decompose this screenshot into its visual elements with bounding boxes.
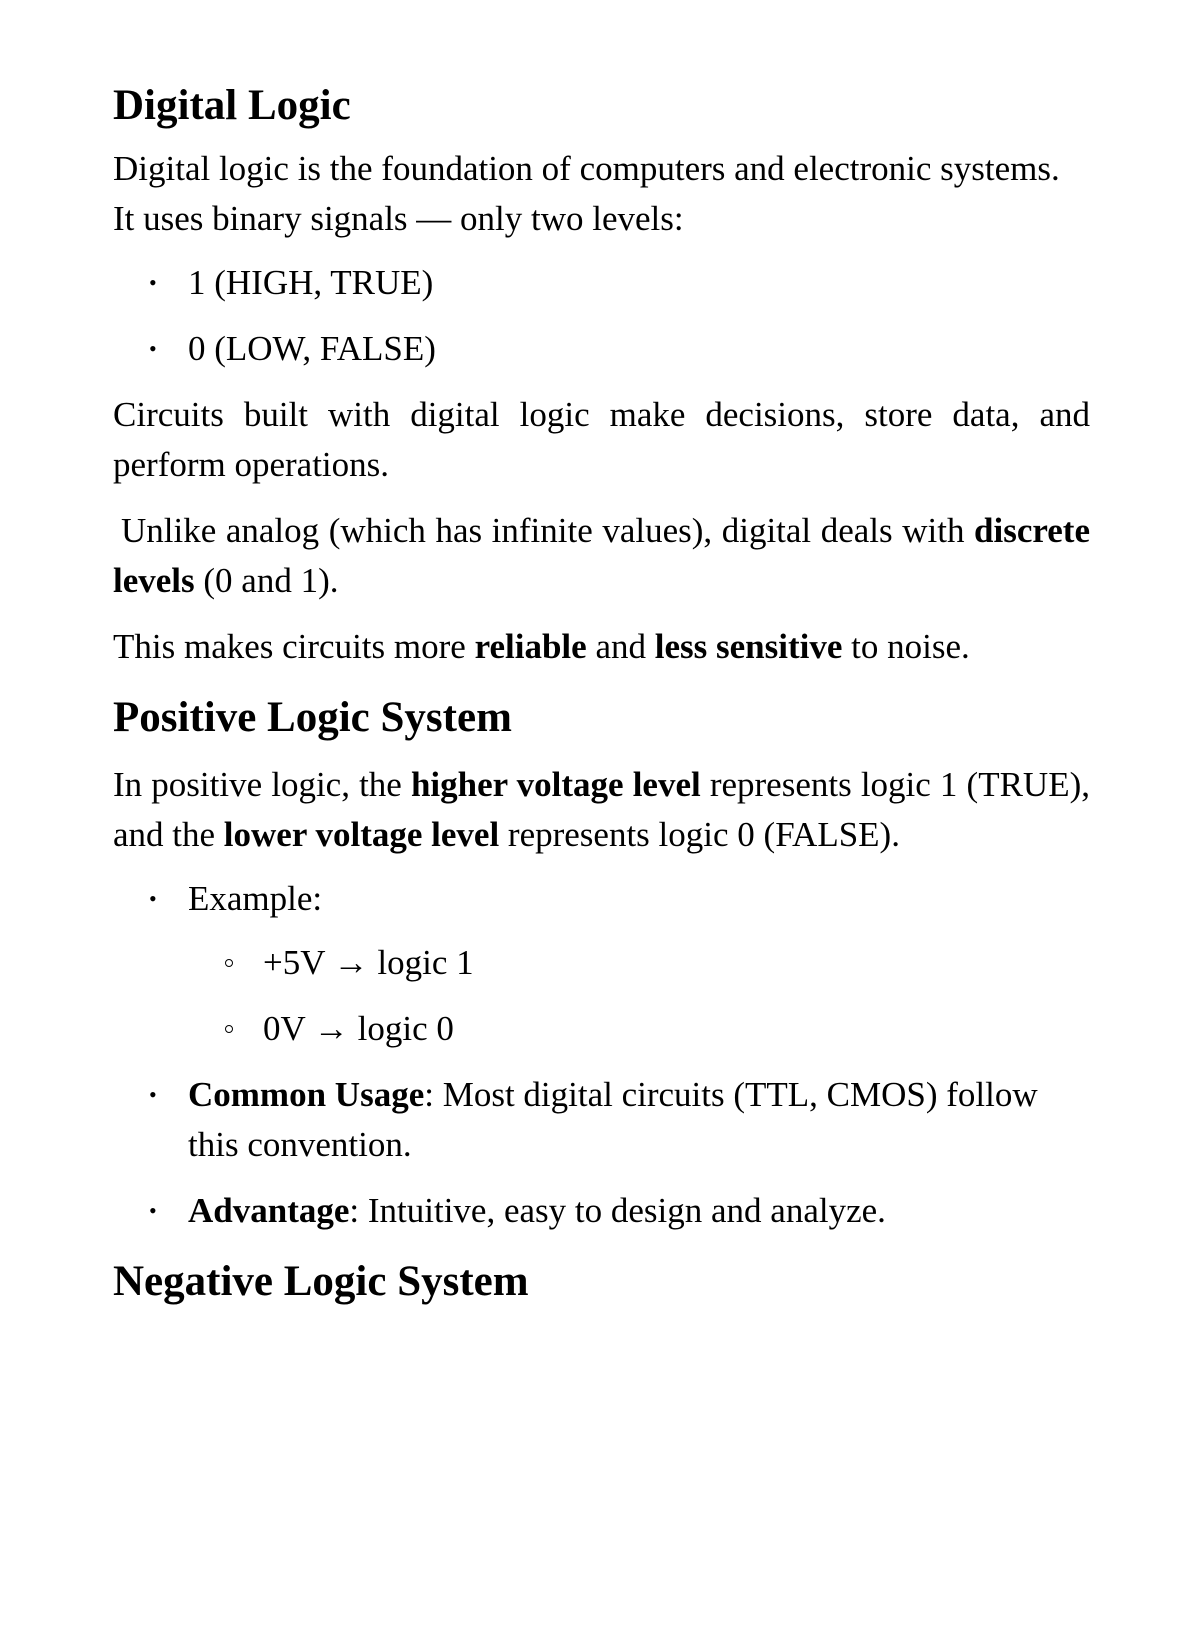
advantage-label: Advantage xyxy=(188,1191,350,1230)
bullet-icon: • xyxy=(149,1082,157,1107)
analog-text-post: (0 and 1). xyxy=(194,561,339,600)
example-high: +5V → logic 1 xyxy=(263,943,474,982)
list-item-example xyxy=(113,874,1090,1054)
list-item xyxy=(113,258,1090,308)
positive-text-pre: In positive logic, the xyxy=(113,765,411,804)
heading-negative-logic: Negative Logic System xyxy=(113,1258,529,1305)
circle-bullet-icon xyxy=(225,959,233,967)
circuits-paragraph: Circuits built with digital logic make decisions, store data, and perform operations. xyxy=(113,395,1090,484)
reliable-bold-reliable: reliable xyxy=(474,627,587,666)
bullet-icon: • xyxy=(149,1198,157,1223)
example-low: 0V → logic 0 xyxy=(263,1009,454,1048)
usage-label: Common Usage xyxy=(188,1075,425,1114)
intro-paragraph xyxy=(113,144,1090,244)
reliable-paragraph xyxy=(113,622,1090,672)
list-item-common-usage xyxy=(113,1070,1090,1170)
analog-paragraph xyxy=(113,506,1090,606)
positive-bold-lower: lower voltage level xyxy=(223,815,500,854)
circle-bullet-icon xyxy=(225,1025,233,1033)
positive-bold-higher: higher voltage level xyxy=(410,765,701,804)
heading-digital-logic: Digital Logic xyxy=(113,82,351,129)
reliable-text-pre: This makes circuits more xyxy=(113,627,475,666)
positive-text-post: represents logic 0 (FALSE). xyxy=(499,815,900,854)
sub-list-item xyxy=(188,1004,1090,1054)
analog-bold-discrete: discrete levels xyxy=(113,511,1090,600)
level-low: 0 (LOW, FALSE) xyxy=(188,329,436,368)
analog-text-pre: Unlike analog (which has infinite values), digital deals with xyxy=(121,511,975,550)
reliable-bold-less-sensitive: less sensitive xyxy=(654,627,843,666)
reliable-text-mid: and xyxy=(586,627,655,666)
reliable-text-post: to noise. xyxy=(842,627,970,666)
example-sublist xyxy=(188,938,1090,1054)
intro-line-1: Digital logic is the foundation of computers and electronic systems. xyxy=(113,149,1060,188)
bullet-icon: • xyxy=(149,336,157,361)
list-item-advantage xyxy=(113,1186,1090,1236)
intro-line-2: It uses binary signals — only two levels: xyxy=(113,199,684,238)
binary-levels-list xyxy=(113,258,1090,374)
list-item xyxy=(113,324,1090,374)
usage-text: : Most digital circuits (TTL, CMOS) follow this convention. xyxy=(188,1075,1038,1164)
positive-logic-list xyxy=(113,874,1090,1236)
bullet-icon: • xyxy=(149,270,157,295)
example-label: Example: xyxy=(188,879,323,918)
positive-text-mid: represents logic 1 (TRUE), and the xyxy=(113,765,1090,854)
level-high: 1 (HIGH, TRUE) xyxy=(188,263,434,302)
heading-positive-logic: Positive Logic System xyxy=(113,694,512,741)
positive-paragraph xyxy=(113,760,1090,860)
advantage-text: : Intuitive, easy to design and analyze. xyxy=(349,1191,886,1230)
document-page xyxy=(113,78,1090,1310)
sub-list-item xyxy=(188,938,1090,988)
bullet-icon: • xyxy=(149,886,157,911)
